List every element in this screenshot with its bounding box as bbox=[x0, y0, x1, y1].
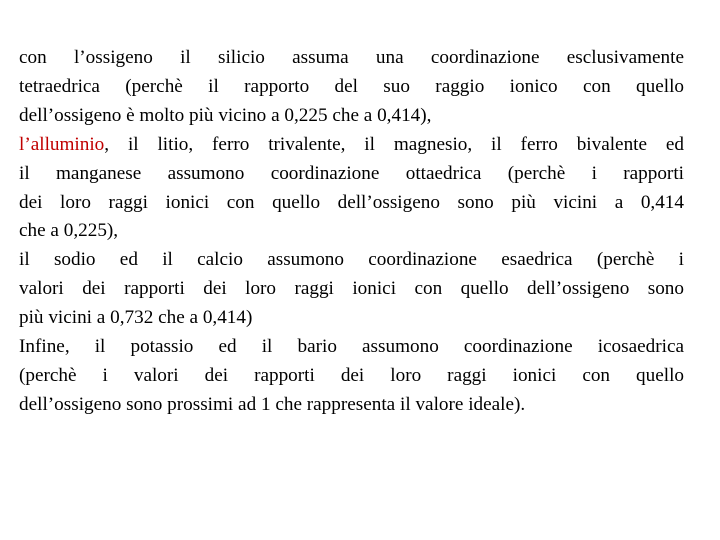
text-line bbox=[19, 131, 684, 160]
text-line: più vicini a 0,732 che a 0,414) bbox=[19, 307, 253, 329]
text-line: con l’ossigeno il silicio assuma una coordinazione esclusivamente bbox=[19, 47, 684, 68]
paragraph-silicio bbox=[19, 44, 684, 131]
text-line: Infine, il potassio ed il bario assumono coordinazione icosaedrica bbox=[19, 336, 684, 358]
paragraph-sodio bbox=[19, 246, 684, 333]
text-line-rest: , il litio, ferro trivalente, il magnesio, il ferro bivalente ed bbox=[104, 133, 684, 155]
text-line: (perchè i valori dei rapporti dei loro raggi ionici con quello bbox=[19, 364, 684, 386]
highlighted-word: l’alluminio bbox=[19, 133, 105, 155]
text-line: valori dei rapporti dei loro raggi ionici con quello dell’ossigeno sono bbox=[19, 278, 684, 300]
paragraph-alluminio bbox=[19, 131, 684, 247]
text-line: dell’ossigeno sono prossimi ad 1 che rappresenta il valore ideale). bbox=[19, 393, 526, 415]
paragraph-potassio bbox=[19, 333, 684, 420]
text-line: dell’ossigeno è molto più vicino a 0,225 che a 0,414), bbox=[19, 104, 432, 126]
text-line: che a 0,225), bbox=[19, 220, 119, 242]
text-line: il manganese assumono coordinazione ottaedrica (perchè i rapporti bbox=[19, 162, 684, 184]
text-line: il sodio ed il calcio assumono coordinazione esaedrica (perchè i bbox=[19, 249, 684, 271]
text-line: tetraedrica (perchè il rapporto del suo raggio ionico con quello bbox=[19, 75, 684, 97]
text-body bbox=[19, 44, 684, 420]
text-line: dei loro raggi ionici con quello dell’ossigeno sono più vicini a 0,414 bbox=[19, 191, 684, 213]
